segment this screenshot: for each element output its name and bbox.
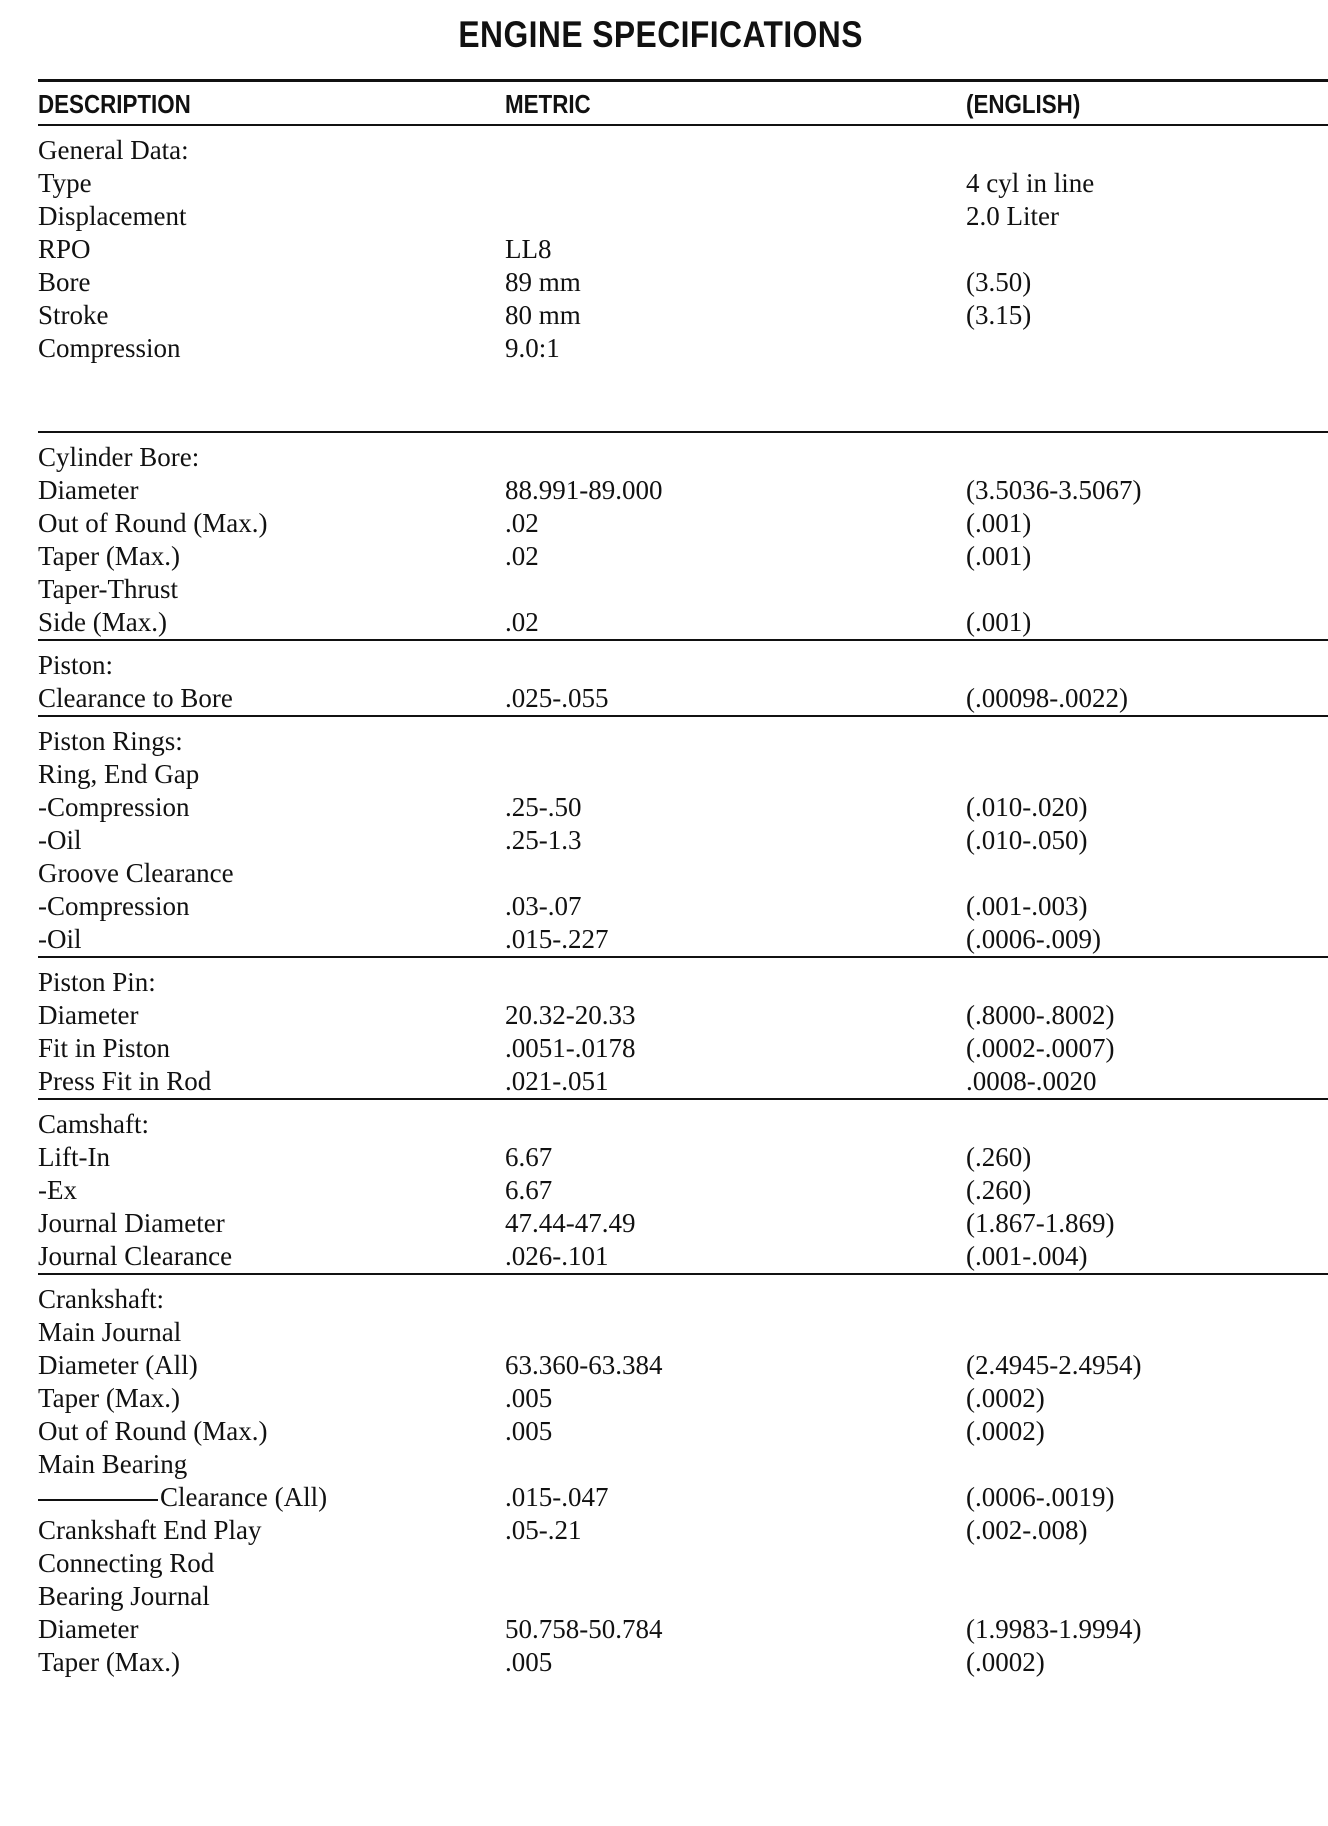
table-row [38,1613,1328,1646]
description-cell: Bearing Journal [38,1581,210,1611]
english-cell: (1.9983-1.9994) [966,1614,1142,1644]
english-cell: (3.5036-3.5067) [966,475,1142,505]
table-row [38,398,1328,431]
table-row [38,1240,1328,1273]
description-cell: Journal Diameter [38,1208,225,1238]
metric-cell: .02 [505,541,539,571]
table-row [38,1580,1328,1613]
table-row [38,1415,1328,1448]
table-row [38,890,1328,923]
metric-cell: LL8 [505,234,552,264]
header-english: (ENGLISH) [966,89,1081,119]
description-cell: Clearance (All) [38,1481,327,1514]
table-row [38,441,1328,474]
table-row [38,1481,1328,1514]
english-cell: (.001) [966,541,1032,571]
description-cell: Crankshaft End Play [38,1515,262,1545]
table-row [38,200,1328,233]
description-cell: -Compression [38,891,190,921]
english-cell: (1.867-1.869) [966,1208,1115,1238]
table-row [38,1174,1328,1207]
metric-cell: .021-.051 [505,1066,609,1096]
description-cell: -Ex [38,1175,77,1205]
metric-cell: .015-.047 [505,1482,609,1512]
table-row [38,507,1328,540]
description-cell: Diameter [38,1000,139,1030]
description-cell: Out of Round (Max.) [38,508,268,538]
english-cell: (3.50) [966,267,1032,297]
english-cell: (.00098-.0022) [966,683,1128,713]
english-cell: (.260) [966,1175,1032,1205]
description-cell: Taper (Max.) [38,1383,181,1413]
table-row [38,1283,1328,1316]
english-cell: (.0002-.0007) [966,1033,1115,1063]
description-cell: -Oil [38,924,82,954]
table-row [38,682,1328,715]
english-cell: (.001-.004) [966,1241,1088,1271]
table-row [38,649,1328,682]
table-row [38,1207,1328,1240]
description-cell: Fit in Piston [38,1033,171,1063]
metric-cell: 20.32-20.33 [505,1000,636,1030]
description-cell: Displacement [38,201,187,231]
english-cell: (.001) [966,607,1032,637]
english-cell: 4 cyl in line [966,168,1095,198]
spec-section [38,126,1328,433]
english-cell: (.260) [966,1142,1032,1172]
spec-section [38,1275,1328,1679]
metric-cell: .025-.055 [505,683,609,713]
table-row [38,167,1328,200]
description-cell: -Compression [38,792,190,822]
description-cell: Stroke [38,300,109,330]
english-cell: (.0002) [966,1383,1045,1413]
metric-cell: 50.758-50.784 [505,1614,663,1644]
table-row [38,474,1328,507]
table-row [38,1108,1328,1141]
spec-section [38,958,1328,1100]
metric-cell: .02 [505,607,539,637]
metric-cell: 6.67 [505,1175,553,1205]
table-row [38,1316,1328,1349]
table-row [38,233,1328,266]
table-row [38,365,1328,398]
table-row [38,923,1328,956]
description-cell: Diameter [38,475,139,505]
description-cell: Press Fit in Rod [38,1066,212,1096]
english-cell: (.001-.003) [966,891,1088,921]
table-row [38,332,1328,365]
metric-cell: .02 [505,508,539,538]
english-cell: (2.4945-2.4954) [966,1350,1142,1380]
description-cell: RPO [38,234,91,264]
description-cell: Piston Rings: [38,726,183,756]
description-cell: Ring, End Gap [38,759,200,789]
metric-cell: 6.67 [505,1142,553,1172]
description-cell: Camshaft: [38,1109,149,1139]
header-description: DESCRIPTION [38,89,191,119]
table-row [38,1547,1328,1580]
spec-section [38,641,1328,717]
spec-section [38,717,1328,958]
description-cell: Piston: [38,650,114,680]
description-cell: Clearance to Bore [38,683,233,713]
english-cell: (3.15) [966,300,1032,330]
description-cell: Lift-In [38,1142,110,1172]
description-cell: Crankshaft: [38,1284,164,1314]
description-cell: Piston Pin: [38,967,156,997]
english-cell: (.0006-.009) [966,924,1101,954]
table-row [38,824,1328,857]
metric-cell: 63.360-63.384 [505,1350,663,1380]
description-cell: -Oil [38,825,82,855]
indent-dash [38,1499,158,1501]
description-cell: Diameter [38,1614,139,1644]
spec-section [38,1100,1328,1275]
description-cell: Journal Clearance [38,1241,233,1271]
description-cell: Connecting Rod [38,1548,215,1578]
description-cell: Side (Max.) [38,607,167,637]
table-row [38,791,1328,824]
header-metric: METRIC [505,89,591,119]
metric-cell: 47.44-47.49 [505,1208,636,1238]
description-cell: Taper-Thrust [38,574,179,604]
description-cell: Cylinder Bore: [38,442,200,472]
description-cell: Out of Round (Max.) [38,1416,268,1446]
spec-table [0,126,1328,1679]
table-row [38,1382,1328,1415]
metric-cell: .03-.07 [505,891,582,921]
english-cell: (.001) [966,508,1032,538]
english-cell: (.0006-.0019) [966,1482,1115,1512]
metric-cell: 80 mm [505,300,581,330]
table-row [38,857,1328,890]
table-row [38,1646,1328,1679]
english-cell: (.002-.008) [966,1515,1088,1545]
table-row [38,299,1328,332]
table-row [38,725,1328,758]
metric-cell: .026-.101 [505,1241,609,1271]
description-cell: Taper (Max.) [38,1647,181,1677]
table-row [38,134,1328,167]
table-row [38,1448,1328,1481]
metric-cell: .005 [505,1647,553,1677]
table-row [38,573,1328,606]
table-row [38,1141,1328,1174]
page-title: ENGINE SPECIFICATIONS [458,14,863,55]
english-cell: .0008-.0020 [966,1066,1097,1096]
description-cell: Main Journal [38,1317,182,1347]
table-row [38,966,1328,999]
english-cell: (.0002) [966,1416,1045,1446]
title-rule [38,79,1328,82]
table-row [38,1065,1328,1098]
table-row [38,606,1328,639]
metric-cell: 88.991-89.000 [505,475,663,505]
metric-cell: .05-.21 [505,1515,582,1545]
table-row [38,1032,1328,1065]
metric-cell: .015-.227 [505,924,609,954]
spec-section [38,433,1328,641]
english-cell: (.010-.050) [966,825,1088,855]
table-row [38,540,1328,573]
description-cell: Type [38,168,92,198]
english-cell: 2.0 Liter [966,201,1059,231]
metric-cell: .25-1.3 [505,825,582,855]
table-row [38,999,1328,1032]
metric-cell: .005 [505,1416,553,1446]
english-cell: (.010-.020) [966,792,1088,822]
table-row [38,758,1328,791]
english-cell: (.8000-.8002) [966,1000,1115,1030]
metric-cell: 89 mm [505,267,581,297]
table-row [38,266,1328,299]
description-cell: Compression [38,333,181,363]
description-cell: Taper (Max.) [38,541,181,571]
table-row [38,1349,1328,1382]
metric-cell: .005 [505,1383,553,1413]
metric-cell: .0051-.0178 [505,1033,636,1063]
description-cell: Diameter (All) [38,1350,198,1380]
english-cell: (.0002) [966,1647,1045,1677]
description-cell: Bore [38,267,91,297]
description-cell: Groove Clearance [38,858,234,888]
description-cell: Main Bearing [38,1449,188,1479]
table-row [38,1514,1328,1547]
description-cell: General Data: [38,135,189,165]
metric-cell: .25-.50 [505,792,582,822]
metric-cell: 9.0:1 [505,333,560,363]
